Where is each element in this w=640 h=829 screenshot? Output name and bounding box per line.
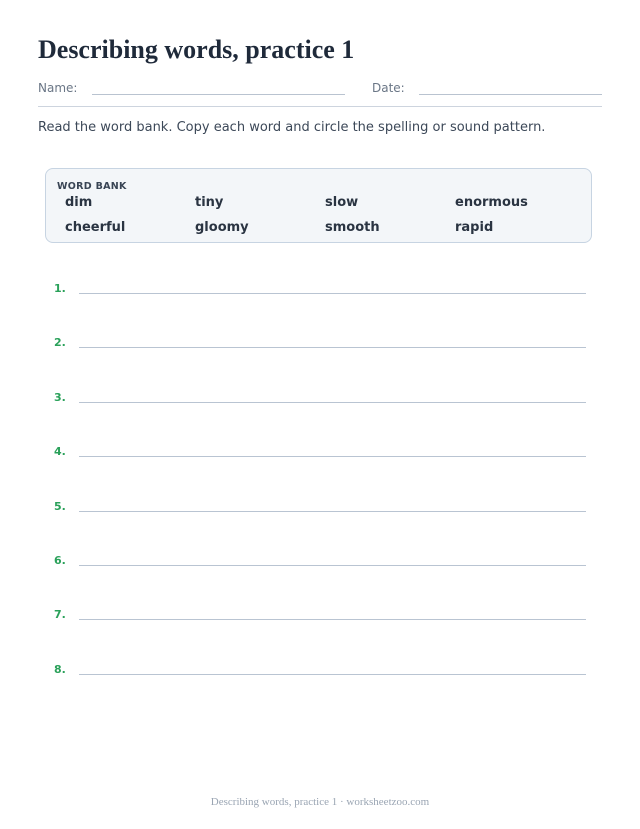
- worksheet-title: Describing words, practice 1: [38, 35, 355, 64]
- answer-line[interactable]: [79, 347, 586, 348]
- answer-number: 3.: [54, 391, 66, 404]
- name-date-row: [38, 80, 602, 107]
- answer-line[interactable]: [79, 293, 586, 294]
- answer-number: 7.: [54, 608, 66, 621]
- word-bank-word: enormous: [455, 195, 528, 210]
- word-bank-word: cheerful: [65, 220, 126, 235]
- answer-line[interactable]: [79, 456, 586, 457]
- answer-line[interactable]: [79, 674, 586, 675]
- date-field-line[interactable]: [419, 94, 602, 95]
- page-footer: Describing words, practice 1 · worksheetzoo.com: [210, 796, 430, 808]
- name-field-line[interactable]: [92, 94, 345, 95]
- answer-row: [54, 554, 586, 574]
- answer-row: [54, 663, 586, 683]
- answer-row: [54, 391, 586, 411]
- date-label: Date:: [372, 81, 405, 95]
- name-label: Name:: [38, 81, 78, 95]
- answer-line[interactable]: [79, 619, 586, 620]
- answer-row: [54, 336, 586, 356]
- answer-line[interactable]: [79, 402, 586, 403]
- answer-line[interactable]: [79, 565, 586, 566]
- answer-row: [54, 282, 586, 302]
- answer-line[interactable]: [79, 511, 586, 512]
- answer-number: 6.: [54, 554, 66, 567]
- word-bank-box: [45, 168, 592, 243]
- answer-number: 2.: [54, 336, 66, 349]
- answer-number: 8.: [54, 663, 66, 676]
- word-bank-word: rapid: [455, 220, 494, 235]
- answer-number: 1.: [54, 282, 66, 295]
- word-bank-word: gloomy: [195, 220, 249, 235]
- word-bank-words: [65, 195, 585, 245]
- answer-number: 5.: [54, 500, 66, 513]
- word-bank-word: tiny: [195, 195, 224, 210]
- word-bank-word: smooth: [325, 220, 380, 235]
- answer-row: [54, 500, 586, 520]
- answer-row: [54, 445, 586, 465]
- word-bank-word: dim: [65, 195, 93, 210]
- answer-number: 4.: [54, 445, 66, 458]
- word-bank-heading: WORD BANK: [57, 181, 127, 192]
- instructions-text: Read the word bank. Copy each word and circle the spelling or sound pattern.: [38, 120, 546, 135]
- answer-row: [54, 608, 586, 628]
- word-bank-word: slow: [325, 195, 359, 210]
